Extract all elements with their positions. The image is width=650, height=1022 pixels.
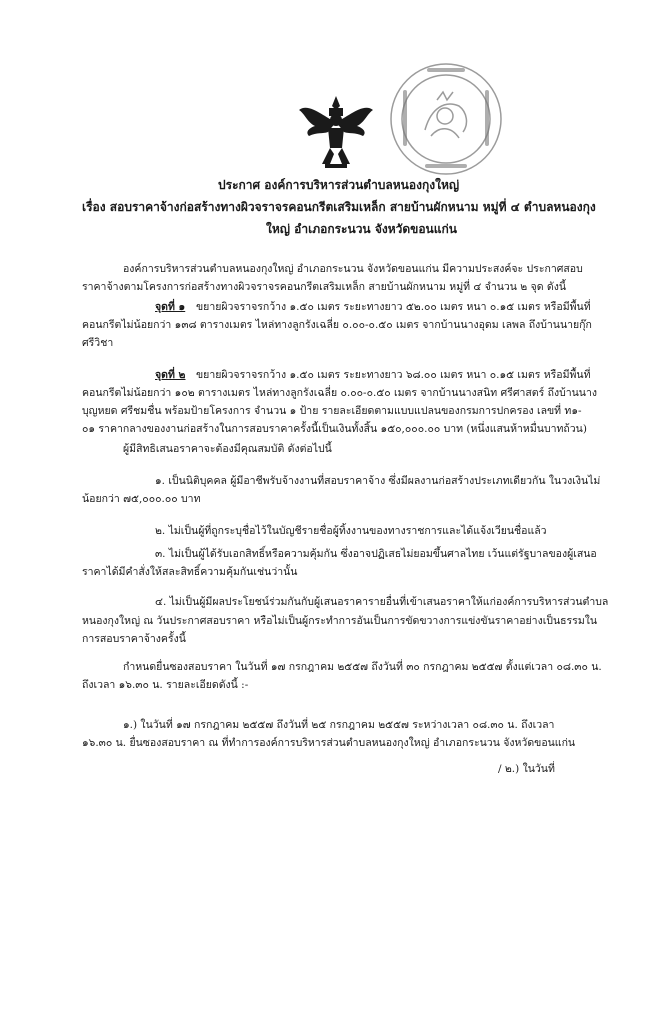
qualification-4-line-1: ๔. ไม่เป็นผู้มีผลประโยชน์ร่วมกันกับผู้เสนอราคารายอื่นที่เข้าเสนอราคาให้แก่องค์การบริหารส่วนตำบล	[155, 596, 609, 608]
page-continuation: / ๒.) ในวันที่	[498, 763, 555, 775]
point-2-line-4: ๐๑ ราคากลางของงานก่อสร้างในการสอบราคาครั้งนี้เป็นเงินทั้งสิ้น ๑๕๐,๐๐๐.๐๐ บาท (หนึ่งแสนห้าหมื่นบาทถ้วน)	[82, 423, 587, 435]
intro-line-1: องค์การบริหารส่วนตำบลหนองกุงใหญ่ อำเภอกระนวน จังหวัดขอนแก่น มีความประสงค์จะ ประกาศสอบ	[123, 263, 583, 275]
qualification-4-line-3: การสอบราคาจ้างครั้งนี้	[82, 633, 186, 645]
subject-line-2: ใหญ่ อำเภอกระนวน จังหวัดขอนแก่น	[266, 222, 457, 236]
point-2-line-1: ขยายผิวจราจรกว้าง ๑.๕๐ เมตร ระยะทางยาว ๖๘.๐๐ เมตร หนา ๐.๑๕ เมตร หรือมีพื้นที่	[196, 369, 591, 381]
announcement-title: ประกาศ องค์การบริหารส่วนตำบลหนองกุงใหญ่	[218, 178, 460, 192]
point-2-label: จุดที่ ๒	[155, 369, 186, 381]
point-1-label: จุดที่ ๑	[155, 301, 186, 313]
qualification-4-line-2: หนองกุงใหญ่ ณ วันประกาศสอบราคา หรือไม่เป็นผู้กระทำการอันเป็นการขัดขวางการแข่งขันราคาอย่างเป็นธรรมใน	[82, 615, 598, 627]
qualification-1-line-1: ๑. เป็นนิติบุคคล ผู้มีอาชีพรับจ้างงานที่สอบราคาจ้าง ซึ่งมีผลงานก่อสร้างประเภทเดียวกัน ในวงเงินไม่	[155, 475, 601, 487]
point-1-line-2: คอนกรีตไม่น้อยกว่า ๑๓๘ ตารางเมตร ไหล่ทางลูกรังเฉลี่ย ๐.๐๐-๐.๕๐ เมตร จากบ้านนางอุดม เลพล ถึงบ้านนายกุ๊ก	[82, 319, 592, 331]
schedule-detail-1-line-1: ๑.) ในวันที่ ๑๗ กรกฎาคม ๒๕๕๗ ถึงวันที่ ๒๕ กรกฎาคม ๒๕๕๗ ระหว่างเวลา ๐๘.๓๐ น. ถึงเวลา	[123, 719, 555, 731]
point-1-line-1: ขยายผิวจราจรกว้าง ๑.๕๐ เมตร ระยะทางยาว ๕๒.๐๐ เมตร หนา ๐.๑๕ เมตร หรือมีพื้นที่	[196, 301, 591, 313]
point-2-line-2: คอนกรีตไม่น้อยกว่า ๑๐๒ ตารางเมตร ไหล่ทางลูกรังเฉลี่ย ๐.๐๐-๐.๕๐ เมตร จากบ้านนางสนิท ศรีศาสตร์ ถึงบ้านนาง	[82, 387, 598, 399]
point-1-line-3: ศรีวิชา	[82, 337, 114, 349]
schedule-detail-1-line-2: ๑๖.๓๐ น. ยื่นซองสอบราคา ณ ที่ทำการองค์การบริหารส่วนตำบลหนองกุงใหญ่ อำเภอกระนวน จังหวัดขอนแก่น	[82, 737, 576, 749]
point-2-line-3: บุญหยด ศรีชมชื่น พร้อมป้ายโครงการ จำนวน ๑ ป้าย รายละเอียดตามแบบแปลนของกรมการปกครอง เลขที่ ท๑-	[82, 405, 582, 417]
qualification-2: ๒. ไม่เป็นผู้ที่ถูกระบุชื่อไว้ในบัญชีรายชื่อผู้ทิ้งงานของทางราชการและได้แจ้งเวียนชื่อแล้ว	[155, 525, 547, 537]
official-seal-stamp-icon	[385, 60, 507, 178]
qualifications-heading: ผู้มีสิทธิเสนอราคาจะต้องมีคุณสมบัติ ดังต่อไปนี้	[123, 443, 332, 455]
schedule-line-1: กำหนดยื่นซองสอบราคา ในวันที่ ๑๗ กรกฎาคม ๒๕๕๗ ถึงวันที่ ๓๐ กรกฎาคม ๒๕๕๗ ตั้งแต่เวลา ๐๘.๓๐ น.	[123, 661, 602, 673]
intro-line-2: ราคาจ้างตามโครงการก่อสร้างทางผิวจราจรคอนกรีตเสริมเหล็ก สายบ้านผักหนาม หมู่ที่ ๔ จำนวน ๒ จุด ดังนี้	[82, 281, 566, 293]
qualification-3-line-2: ราคาได้มีคำสั่งให้สละสิทธิ์ความคุ้มกันเช่นว่านั้น	[82, 566, 298, 578]
subject-line-1: เรื่อง สอบราคาจ้างก่อสร้างทางผิวจราจรคอนกรีตเสริมเหล็ก สายบ้านผักหนาม หมู่ที่ ๔ ตำบลหนองกุง	[82, 200, 596, 214]
qualification-3-line-1: ๓. ไม่เป็นผู้ได้รับเอกสิทธิ์หรือความคุ้มกัน ซึ่งอาจปฏิเสธไม่ยอมขึ้นศาลไทย เว้นแต่รัฐบาลของผู้เสนอ	[155, 548, 597, 560]
qualification-1-line-2: น้อยกว่า ๗๕,๐๐๐.๐๐ บาท	[82, 493, 201, 505]
garuda-emblem-icon	[295, 92, 377, 172]
schedule-line-2: ถึงเวลา ๑๖.๓๐ น. รายละเอียดดังนี้ :-	[82, 679, 249, 691]
